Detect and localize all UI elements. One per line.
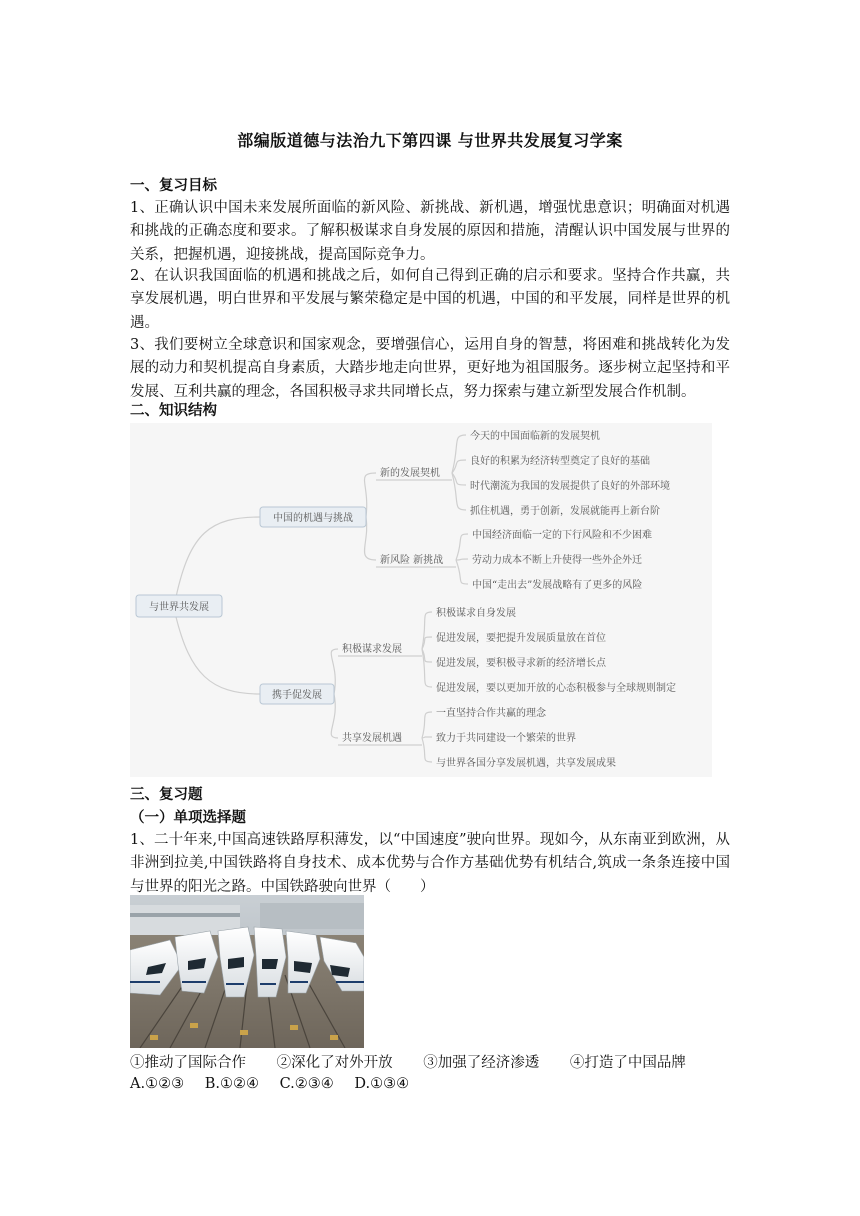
question-1-options xyxy=(130,1051,712,1072)
mindmap-connector xyxy=(176,617,260,694)
mindmap-leaf: 一直坚持合作共赢的理念 xyxy=(436,708,546,719)
mindmap-leaf: 今天的中国面临新的发展契机 xyxy=(470,431,600,442)
objective-3: 3、我们要树立全球意识和国家观念，要增强信心，运用自身的智慧，将困难和挑战转化为发展的动力和契机提高自身素质，大踏步地走向世界，更好地为祖国服务。逐步树立起坚持和平发展、互利共赢的理念，各国积极寻求共同增长点，努力探索与建立新型发展合作机制。 xyxy=(130,337,730,400)
subsection-heading-single-choice: （一）单项选择题 xyxy=(130,809,246,826)
mindmap-root-label: 与世界共发展 xyxy=(149,602,209,613)
option-item: ④打造了中国品牌 xyxy=(569,1055,686,1071)
mindmap-connector xyxy=(456,559,468,560)
option-item: ③加强了经济渗透 xyxy=(423,1055,540,1071)
mindmap-leaf: 促进发展，要积极寻求新的经济增长点 xyxy=(436,658,606,669)
option-item: ①推动了国际合作 xyxy=(130,1055,246,1071)
mindmap-leaf: 与世界各国分享发展机遇，共享发展成果 xyxy=(436,758,616,769)
mindmap-leaf: 时代潮流为我国的发展提供了良好的外部环境 xyxy=(470,481,670,492)
mindmap-branch-label: 中国的机遇与挑战 xyxy=(273,513,353,524)
mindmap-connector xyxy=(452,473,466,510)
mindmap-connector xyxy=(456,534,468,560)
question-1-answer-choices xyxy=(130,1076,425,1092)
section-heading-review: 三、复习题 xyxy=(130,786,203,803)
mindmap-leaf: 抓住机遇，勇于创新，发展就能再上新台阶 xyxy=(470,506,660,517)
high-speed-trains-photo xyxy=(130,895,364,1048)
answer-choice-b[interactable]: B.①②④ xyxy=(204,1076,259,1092)
knowledge-mindmap xyxy=(130,423,712,777)
mindmap-connector xyxy=(456,560,468,584)
answer-choice-a[interactable]: A.①②③ xyxy=(130,1076,185,1092)
mindmap-svg xyxy=(130,423,712,777)
section-heading-structure: 二、知识结构 xyxy=(130,402,217,419)
mindmap-leaf: 积极谋求自身发展 xyxy=(436,608,516,619)
mindmap-connector xyxy=(422,612,432,649)
objective-2: 2、在认识我国面临的机遇和挑战之后，如何自己得到正确的启示和要求。坚持合作共赢，共享发展机遇，明白世界和平发展与繁荣稳定是中国的机遇，中国的和平发展，同样是世界的机遇。 xyxy=(130,268,730,331)
mindmap-subnode-label: 共享发展机遇 xyxy=(342,733,402,744)
mindmap-subnode-label: 新风险 新挑战 xyxy=(380,555,444,566)
objective-1: 1、正确认识中国未来发展所面临的新风险、新挑战、新机遇，增强忧患意识；明确面对机遇和挑战的正确态度和要求。了解积极谋求自身发展的原因和措施，清醒认识中国发展与世界的关系，把握机遇，迎接挑战，提高国际竞争力。 xyxy=(130,200,730,263)
mindmap-leaf: 中国“走出去”发展战略有了更多的风险 xyxy=(472,580,643,591)
mindmap-connector xyxy=(176,517,260,597)
mindmap-subnode-label: 新的发展契机 xyxy=(380,468,440,479)
mindmap-connector xyxy=(422,649,432,687)
mindmap-leaf: 致力于共同建设一个繁荣的世界 xyxy=(436,733,576,744)
answer-choice-c[interactable]: C.②③④ xyxy=(279,1076,334,1092)
section-heading-objectives: 一、复习目标 xyxy=(130,177,217,194)
mindmap-leaf: 良好的积累为经济转型奠定了良好的基础 xyxy=(470,456,650,467)
mindmap-connector xyxy=(422,712,432,738)
question-1-stem: 1、二十年来,中国高速铁路厚积薄发，以“中国速度”驶向世界。现如今，从东南亚到欧洲，从非洲到拉美,中国铁路将自身技术、成本优势与合作方基础优势有机结合,筑成一条条连接中国与世界的阳光之路。中国铁路驶向世界（ ） xyxy=(130,832,730,895)
mindmap-connector xyxy=(452,435,466,473)
document-title: 部编版道德与法治九下第四课 与世界共发展复习学案 xyxy=(237,131,623,150)
mindmap-connector xyxy=(422,737,432,738)
option-item: ②深化了对外开放 xyxy=(276,1055,393,1071)
mindmap-branch-label: 携手促发展 xyxy=(272,690,322,701)
train-photo-illustration xyxy=(130,895,364,1048)
mindmap-connector xyxy=(422,738,432,762)
answer-choice-d[interactable]: D.①③④ xyxy=(354,1076,410,1092)
mindmap-leaf: 劳动力成本不断上升使得一些外企外迁 xyxy=(472,555,642,566)
mindmap-leaf: 促进发展，要以更加开放的心态积极参与全球规则制定 xyxy=(436,683,676,694)
mindmap-leaf: 促进发展，要把提升发展质量放在首位 xyxy=(436,633,606,644)
mindmap-subnode-label: 积极谋求发展 xyxy=(342,644,402,655)
mindmap-leaf: 中国经济面临一定的下行风险和不少困难 xyxy=(472,530,652,541)
